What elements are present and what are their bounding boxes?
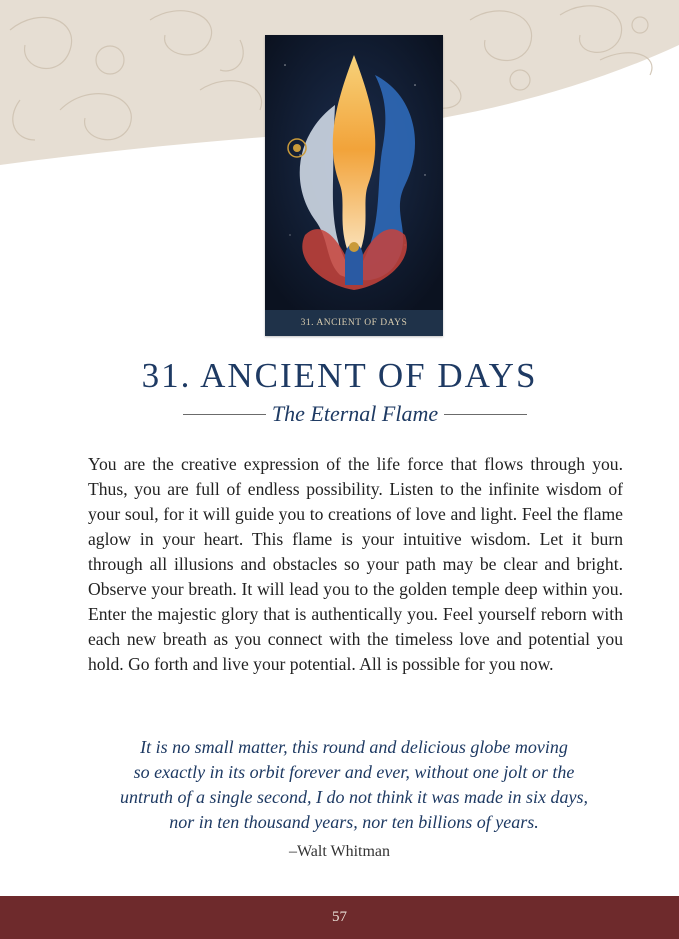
quote-block xyxy=(84,735,624,835)
flame-artwork-icon xyxy=(265,35,443,310)
right-divider xyxy=(444,414,527,415)
oracle-card xyxy=(265,35,443,336)
page-footer xyxy=(0,896,679,939)
page-title: 31. ANCIENT OF DAYS xyxy=(141,356,538,395)
quote-line: so exactly in its orbit forever and ever, without one jolt or the xyxy=(133,762,575,782)
card-caption: 31. ANCIENT OF DAYS xyxy=(265,310,443,336)
quote-line: untruth of a single second, I do not think it was made in six days, xyxy=(120,787,588,807)
left-divider xyxy=(183,414,266,415)
quote-line: It is no small matter, this round and delicious globe moving xyxy=(140,737,568,757)
quote-line: nor in ten thousand years, nor ten billions of years. xyxy=(169,812,539,832)
page-subtitle: The Eternal Flame xyxy=(271,401,439,426)
subtitle-row xyxy=(183,398,527,430)
body-paragraph: You are the creative expression of the life force that flows through you. Thus, you are full of endless possibility. Listen to the infinite wisdom of your soul, for it will guide you to creations of love and light. Feel the flame aglow in your heart. This flame is your intuitive wisdom. Let it burn through all illusions and obstacles so your path may be clear and bright. Observe your breath. It will lead you to the golden temple deep within you. Enter the majestic glory that is authentically you. Feel yourself reborn with each new breath as you connect with the timeless love and potential you hold. Go forth and live your potential. All is possible for you now. xyxy=(88,454,623,674)
quote-attribution: –Walt Whitman xyxy=(288,843,391,860)
page-number: 57 xyxy=(332,909,347,925)
